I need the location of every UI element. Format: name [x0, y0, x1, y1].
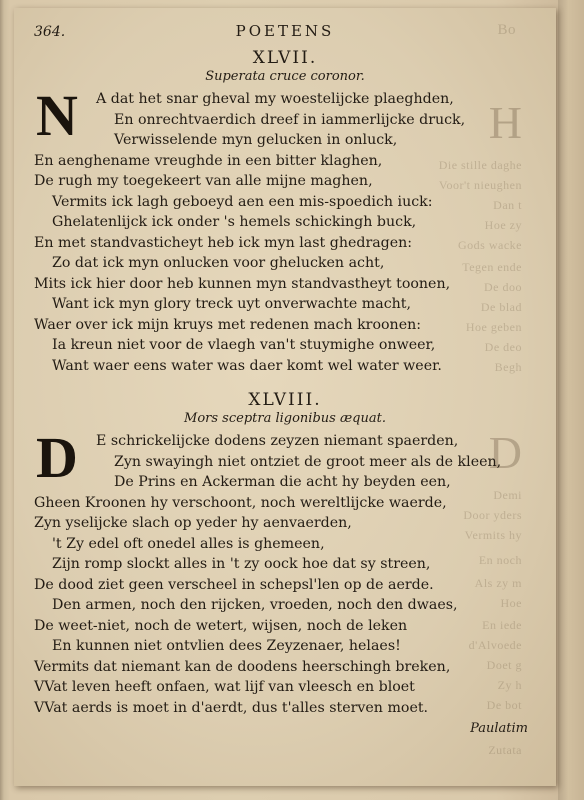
bleed-through-line: d'Alvoede [468, 638, 522, 652]
bleed-through-line: Zy h [497, 678, 522, 692]
bleed-through-line: Zutata [488, 743, 522, 757]
bleed-through-line: De bot [486, 698, 522, 712]
verse-line: Ghelatenlijck ick onder 's hemels schickingh buck, [52, 214, 417, 230]
bleed-through-line: Vermits hy [464, 528, 522, 542]
sonnet-numeral: XLVIII. [248, 390, 322, 410]
page-number: 364. [34, 24, 66, 40]
verse-line: De rugh my toegekeert van alle mijne maghen, [34, 173, 373, 189]
verse-line: Ia kreun niet voor de vlaegh van't stuymighe onweer, [52, 337, 436, 353]
running-title: POETENS [235, 22, 335, 40]
verse-line: Waer over ick mijn kruys met redenen mach kroonen: [34, 316, 422, 333]
bleed-through-cap: D [488, 427, 522, 478]
verse-line: En kunnen niet ontvlien dees Zeyzenaer, helaes! [52, 638, 401, 654]
page-header [14, 22, 556, 48]
bleed-through-line: Demi [493, 488, 522, 502]
verse-line: E schrickelijcke dodens zeyzen niemant spaerden, [96, 433, 459, 449]
verse-line: De dood ziet geen verscheel in schepsl'len op de aerde. [34, 576, 434, 593]
page [14, 8, 556, 786]
bleed-through-line: En iede [482, 618, 522, 632]
bleed-through-line: De blad [480, 300, 522, 314]
verse-line: Want ick myn glory treck uyt onverwachte macht, [52, 296, 411, 312]
bleed-through-line: Voor't nieughen [438, 178, 522, 192]
sonnet-body [34, 425, 536, 718]
verse-line: Gheen Kroonen hy verschoont, noch wereltlijcke waerde, [34, 494, 447, 511]
verse-line: Zyn yselijcke slach op yeder hy aenvaerden, [34, 515, 352, 531]
verse-line: Zyn swayingh niet ontziet de groot meer als de kleen, [114, 453, 502, 470]
verse-line: En aenghename vreughde in een bitter klaghen, [34, 152, 383, 169]
verse-line: De weet-niet, noch de wetert, wijsen, noch de leken [34, 617, 408, 634]
sonnet-47 [34, 48, 536, 376]
verse-line: En onrechtvaerdich dreef in iammerlijcke druck, [114, 111, 466, 128]
sonnet-motto: Superata cruce coronor. [205, 69, 365, 84]
verse-line: Vermits dat niemant kan de doodens heerschingh breken, [34, 658, 451, 675]
bleed-through-line: De doo [484, 280, 522, 294]
drop-cap: D [36, 425, 78, 490]
sonnet-48 [34, 390, 536, 718]
bleed-through-line: Hoe [500, 596, 522, 610]
drop-cap: N [36, 83, 78, 148]
bleed-through-header: Bo [497, 22, 516, 38]
sonnet-numeral: XLVII. [252, 48, 318, 68]
sonnet-body [34, 83, 536, 376]
bleed-through-cap: H [488, 97, 522, 148]
bleed-through-line: Die stille daghe [438, 158, 522, 172]
verse-line: VVat aerds is moet in d'aerdt, dus t'alles sterven moet. [34, 699, 429, 716]
verse-line: De Prins en Ackerman die acht hy beyden een, [114, 474, 451, 490]
verse-line: Den armen, noch den rijcken, vroeden, noch den dwaes, [52, 597, 458, 613]
verse-line: Want waer eens water was daer komt wel water weer. [52, 357, 442, 374]
bleed-through-line: Dan t [493, 198, 522, 212]
verse-line: Zijn romp slockt alles in 't zy oock hoe dat sy streen, [52, 556, 431, 572]
bleed-through-line: Als zy m [474, 576, 522, 590]
verse-line: VVat leven heeft onfaen, wat lijf van vleesch en bloet [34, 679, 415, 695]
bleed-through-line: En noch [478, 553, 522, 567]
verse-line: Mits ick hier door heb kunnen myn standvastheyt toonen, [34, 275, 451, 292]
adjacent-page-edge [558, 0, 584, 800]
verse-line: 't Zy edel oft onedel alles is ghemeen, [52, 535, 325, 552]
verse-line: Verwisselende myn gelucken in onluck, [114, 132, 398, 148]
bleed-through-line: Begh [494, 360, 522, 374]
bleed-through-line: Gods wacke [458, 238, 522, 252]
bleed-through-line: Door yders [463, 508, 522, 522]
verse-line: Vermits ick lagh geboeyd aen een mis-spoedich iuck: [52, 193, 433, 210]
bleed-through-line: Tegen ende [462, 260, 522, 274]
verse-line: Zo dat ick myn onlucken voor ghelucken acht, [52, 255, 385, 271]
bleed-through-line: Doet g [486, 658, 522, 672]
verse-line: A dat het snar gheval my woestelijcke plaeghden, [96, 91, 454, 107]
catchword: Paulatim [470, 721, 528, 736]
bleed-through-line: Hoe zy [484, 218, 522, 232]
sonnet-motto: Mors sceptra ligonibus æquat. [184, 411, 386, 426]
verse-line: En met standvasticheyt heb ick myn last ghedragen: [34, 234, 413, 251]
bleed-through-line: De deo [484, 340, 522, 354]
bleed-through-line: Hoe geben [465, 320, 522, 334]
